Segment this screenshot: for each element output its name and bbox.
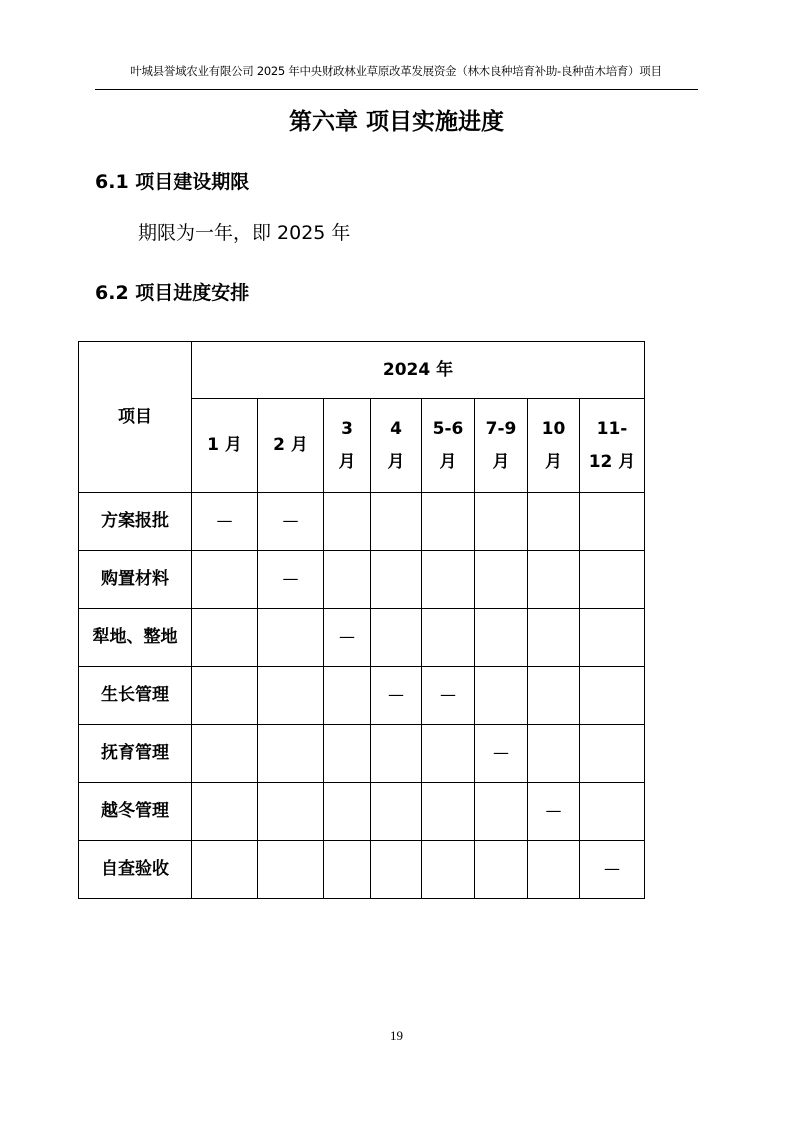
schedule-cell — [258, 725, 324, 783]
schedule-cell — [475, 551, 528, 609]
table-row — [79, 551, 645, 609]
schedule-cell — [192, 493, 258, 551]
schedule-cell — [475, 841, 528, 899]
table-row — [79, 783, 645, 841]
schedule-cell — [324, 493, 371, 551]
month-header-line: 月 — [492, 451, 510, 472]
month-header-line: 1 月 — [207, 435, 242, 456]
schedule-cell — [371, 667, 422, 725]
scheduled-dash: — — [282, 569, 299, 589]
schedule-cell — [258, 667, 324, 725]
schedule-cell — [580, 551, 645, 609]
schedule-cell — [192, 667, 258, 725]
table-row — [79, 667, 645, 725]
month-header — [258, 399, 324, 493]
schedule-cell — [258, 609, 324, 667]
schedule-cell — [422, 609, 475, 667]
schedule-cell — [422, 667, 475, 725]
schedule-cell — [371, 841, 422, 899]
schedule-cell — [258, 493, 324, 551]
schedule-cell — [422, 493, 475, 551]
schedule-cell — [422, 783, 475, 841]
schedule-cell — [324, 725, 371, 783]
scheduled-dash: — — [493, 743, 509, 763]
running-header: 叶城县誉域农业有限公司 2025 年中央财政林业草原改革发展资金（林木良种培育补助-良种苗木培育）项目 — [130, 64, 662, 78]
month-header-line: 2 月 — [273, 435, 308, 456]
schedule-cell — [324, 783, 371, 841]
month-header-line: 10 — [541, 419, 566, 440]
activity-name: 犁地、整地 — [79, 609, 192, 667]
month-header-line: 7-9 — [485, 419, 517, 440]
schedule-cell — [324, 841, 371, 899]
section-heading-6-2: 6.2 项目进度安排 — [95, 282, 250, 304]
schedule-cell — [528, 725, 580, 783]
table-header-row-year — [79, 342, 645, 399]
month-header-line: 月 — [439, 451, 457, 472]
scheduled-dash: — — [216, 511, 233, 531]
activity-name: 方案报批 — [79, 493, 192, 551]
month-header — [324, 399, 371, 493]
schedule-cell — [258, 551, 324, 609]
schedule-cell — [371, 783, 422, 841]
scheduled-dash: — — [604, 859, 620, 879]
construction-period-text: 期限为一年，即 2025 年 — [138, 222, 351, 244]
schedule-table — [78, 341, 645, 899]
month-header — [475, 399, 528, 493]
schedule-cell — [192, 841, 258, 899]
month-header — [580, 399, 645, 493]
schedule-cell — [580, 667, 645, 725]
schedule-cell — [528, 783, 580, 841]
schedule-cell — [580, 725, 645, 783]
activity-name: 越冬管理 — [79, 783, 192, 841]
schedule-cell — [192, 551, 258, 609]
schedule-cell — [475, 609, 528, 667]
schedule-cell — [475, 493, 528, 551]
schedule-cell — [258, 783, 324, 841]
schedule-cell — [371, 551, 422, 609]
schedule-cell — [475, 783, 528, 841]
schedule-cell — [371, 609, 422, 667]
schedule-cell — [192, 783, 258, 841]
schedule-cell — [580, 841, 645, 899]
scheduled-dash: — — [440, 685, 456, 705]
schedule-cell — [528, 667, 580, 725]
schedule-cell — [422, 551, 475, 609]
schedule-cell — [258, 841, 324, 899]
schedule-cell — [324, 551, 371, 609]
schedule-cell — [580, 783, 645, 841]
chapter-title: 第六章 项目实施进度 — [288, 109, 504, 135]
year-header: 2024 年 — [192, 342, 645, 399]
schedule-cell — [324, 667, 371, 725]
month-header-line: 月 — [545, 451, 562, 472]
table-row — [79, 725, 645, 783]
scheduled-dash: — — [282, 511, 299, 531]
schedule-cell — [192, 725, 258, 783]
month-header-line: 5-6 — [432, 419, 464, 440]
table-row — [79, 841, 645, 899]
schedule-cell — [422, 841, 475, 899]
month-header-line: 12 月 — [588, 451, 636, 472]
schedule-cell — [422, 725, 475, 783]
schedule-cell — [475, 725, 528, 783]
section-heading-6-1: 6.1 项目建设期限 — [95, 171, 250, 193]
scheduled-dash: — — [545, 801, 562, 821]
schedule-cell — [528, 841, 580, 899]
table-row — [79, 609, 645, 667]
month-header-line: 3 — [341, 419, 353, 440]
schedule-cell — [324, 609, 371, 667]
schedule-cell — [475, 667, 528, 725]
month-header — [371, 399, 422, 493]
month-header — [528, 399, 580, 493]
activity-name: 购置材料 — [79, 551, 192, 609]
table-row — [79, 493, 645, 551]
month-header — [422, 399, 475, 493]
schedule-cell — [580, 493, 645, 551]
schedule-cell — [371, 493, 422, 551]
schedule-cell — [528, 493, 580, 551]
activity-name: 生长管理 — [79, 667, 192, 725]
item-column-header: 项目 — [79, 342, 192, 493]
page-number: 19 — [390, 1028, 403, 1043]
scheduled-dash: — — [388, 685, 404, 705]
schedule-cell — [371, 725, 422, 783]
schedule-cell — [528, 609, 580, 667]
header-rule — [95, 89, 698, 90]
month-header-line: 11- — [596, 419, 628, 440]
schedule-cell — [580, 609, 645, 667]
month-header-line: 4 — [390, 419, 402, 440]
month-header-line: 月 — [338, 451, 356, 472]
scheduled-dash: — — [339, 627, 355, 647]
month-header — [192, 399, 258, 493]
schedule-cell — [192, 609, 258, 667]
schedule-cell — [528, 551, 580, 609]
activity-name: 抚育管理 — [79, 725, 192, 783]
activity-name: 自查验收 — [79, 841, 192, 899]
month-header-line: 月 — [387, 451, 405, 472]
